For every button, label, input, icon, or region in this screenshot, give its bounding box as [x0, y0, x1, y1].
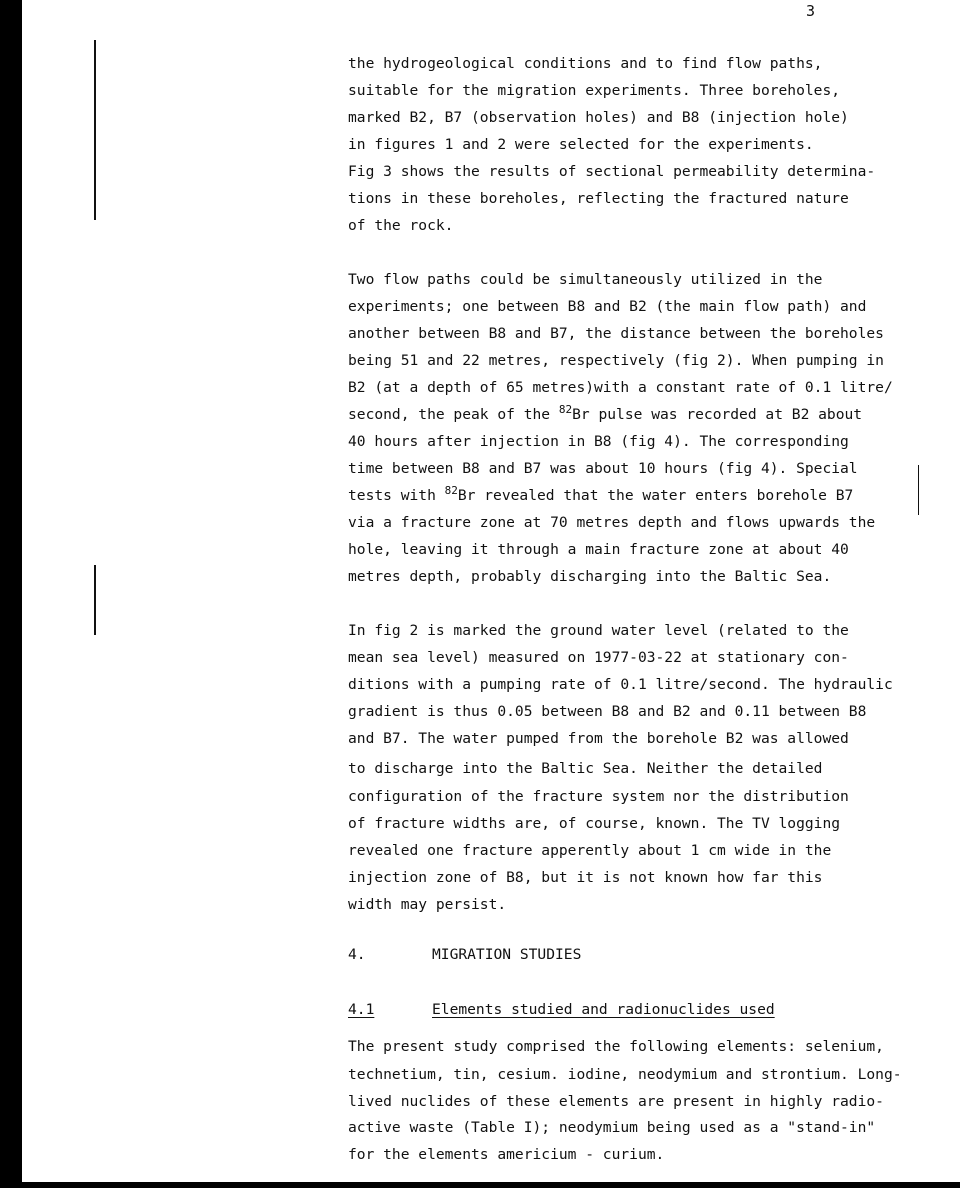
text-line: marked B2, B7 (observation holes) and B8 (injection hole): [348, 109, 849, 126]
text-segment: Br revealed that the water enters borehole B7: [457, 487, 854, 504]
text-line: [348, 486, 853, 507]
text-line: suitable for the migration experiments. Three boreholes,: [348, 82, 841, 99]
text-line: technetium, tin, cesium. iodine, neodymium and strontium. Long-: [348, 1066, 902, 1083]
text-segment: second, the peak of the: [348, 406, 559, 423]
text-line: mean sea level) measured on 1977-03-22 at stationary con-: [348, 649, 849, 666]
text-line: configuration of the fracture system nor the distribution: [348, 788, 849, 805]
text-line: the hydrogeological conditions and to find flow paths,: [348, 55, 823, 72]
margin-mark: [918, 465, 919, 515]
text-line: via a fracture zone at 70 metres depth and flows upwards the: [348, 514, 876, 531]
text-line: width may persist.: [348, 896, 507, 913]
text-line: B2 (at a depth of 65 metres)with a constant rate of 0.1 litre/: [348, 379, 893, 396]
text-line: active waste (Table I); neodymium being used as a "stand-in": [348, 1119, 876, 1136]
text-line: experiments; one between B8 and B2 (the main flow path) and: [348, 298, 867, 315]
text-line: ditions with a pumping rate of 0.1 litre/second. The hydraulic: [348, 676, 893, 693]
text-line: lived nuclides of these elements are present in highly radio-: [348, 1093, 884, 1110]
text-line: [348, 405, 862, 426]
text-line: In fig 2 is marked the ground water level (related to the: [348, 622, 849, 639]
text-line: of fracture widths are, of course, known. The TV logging: [348, 815, 841, 832]
text-line: hole, leaving it through a main fracture zone at about 40: [348, 541, 849, 558]
subsection-title: Elements studied and radionuclides used: [432, 1001, 775, 1018]
text-line: metres depth, probably discharging into the Baltic Sea.: [348, 568, 832, 585]
text-line: another between B8 and B7, the distance between the boreholes: [348, 325, 884, 342]
text-line: tions in these boreholes, reflecting the fractured nature: [348, 190, 849, 207]
text-line: time between B8 and B7 was about 10 hours (fig 4). Special: [348, 460, 858, 477]
text-line: 40 hours after injection in B8 (fig 4). The corresponding: [348, 433, 849, 450]
margin-mark: [94, 565, 96, 635]
text-line: injection zone of B8, but it is not known how far this: [348, 869, 823, 886]
margin-mark: [94, 40, 96, 220]
text-line: Two flow paths could be simultaneously utilized in the: [348, 271, 823, 288]
text-line: Fig 3 shows the results of sectional permeability determina-: [348, 163, 876, 180]
text-line: to discharge into the Baltic Sea. Neither the detailed: [348, 760, 823, 777]
text-line: gradient is thus 0.05 between B8 and B2 and 0.11 between B8: [348, 703, 867, 720]
text-line: The present study comprised the following elements: selenium,: [348, 1038, 884, 1055]
isotope-superscript: 82: [558, 403, 573, 416]
scan-edge-bottom: [0, 1182, 960, 1188]
page-number: 3: [806, 2, 816, 20]
section-number: 4.: [348, 946, 366, 963]
text-line: revealed one fracture apperently about 1 cm wide in the: [348, 842, 832, 859]
text-line: and B7. The water pumped from the borehole B2 was allowed: [348, 730, 849, 747]
text-segment: Br pulse was recorded at B2 about: [572, 406, 863, 423]
text-line: in figures 1 and 2 were selected for the experiments.: [348, 136, 814, 153]
isotope-superscript: 82: [444, 484, 458, 497]
section-title: MIGRATION STUDIES: [432, 946, 582, 963]
text-line: of the rock.: [348, 217, 454, 234]
text-line: for the elements americium - curium.: [348, 1146, 665, 1163]
text-segment: tests with: [348, 487, 445, 504]
subsection-number: 4.1: [348, 1001, 375, 1018]
scan-edge-left: [0, 0, 22, 1188]
text-line: being 51 and 22 metres, respectively (fig 2). When pumping in: [348, 352, 884, 369]
